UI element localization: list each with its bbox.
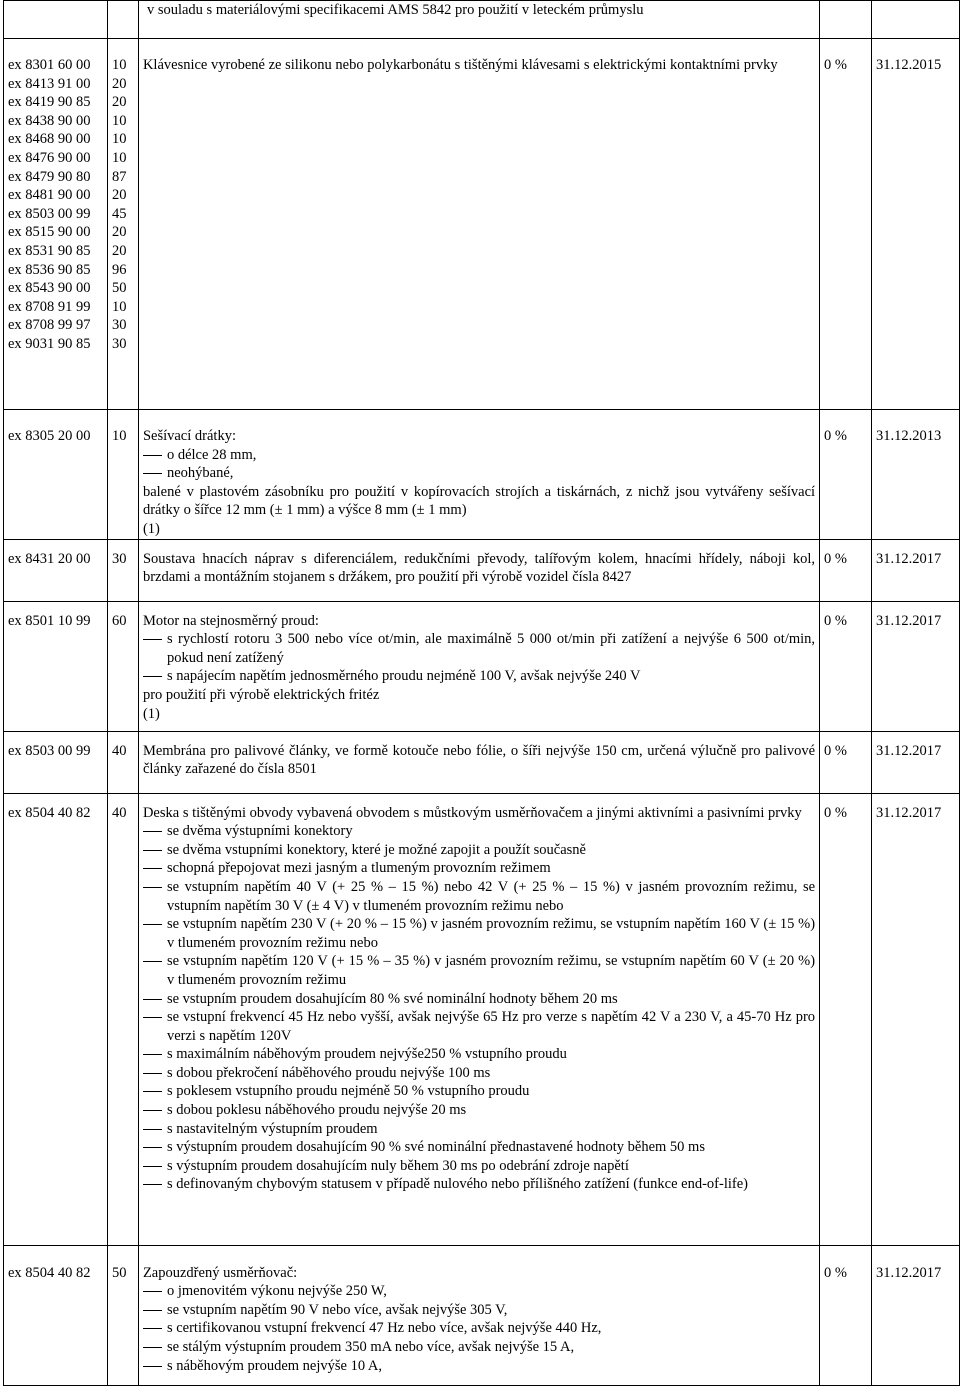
dash-list-item: s rychlostí rotoru 3 500 nebo více ot/min, ale maximálně 5 000 ot/min při zatížení a nejvýše 6 500 ot/min, pokud není zatížený	[143, 630, 815, 667]
description-cell	[138, 410, 819, 540]
dash-list-item: s certifikovanou vstupní frekvencí 47 Hz nebo více, avšak nejvýše 440 Hz,	[143, 1319, 815, 1338]
review-date-cell	[871, 1245, 959, 1385]
review-date: 31.12.2017	[875, 1264, 942, 1281]
duty-rate: 0 %	[824, 612, 848, 629]
cn-code: ex 8708 99 97	[8, 317, 91, 334]
header-note	[138, 1, 819, 39]
dash-list-item: s dobou poklesu náběhového proudu nejvýše 20 ms	[143, 1101, 815, 1120]
duty-rate: 0 %	[824, 804, 848, 821]
cn-code-cell	[4, 539, 108, 601]
taric-subdivision: 10	[111, 131, 127, 148]
taric-cell	[107, 39, 138, 410]
cn-code-cell	[4, 601, 108, 731]
taric-subdivision: 10	[111, 428, 127, 444]
description-cell	[138, 1245, 819, 1385]
empty-cell	[4, 1, 108, 39]
description-cell	[138, 539, 819, 601]
header-note-text: v souladu s materiálovými specifikacemi AMS 5842 pro použití v leteckém průmyslu	[146, 2, 644, 18]
duty-rate: 0 %	[824, 428, 848, 444]
dash-list-item: schopná přepojovat mezi jasným a tlumeným provozním režimem	[143, 859, 815, 878]
taric-subdivision: 96	[111, 261, 127, 278]
duty-rate-cell	[820, 793, 872, 1245]
cn-code: ex 8468 90 00	[8, 131, 91, 148]
review-date-cell	[871, 731, 959, 793]
cn-code: ex 8301 60 00	[8, 57, 91, 73]
duty-rate-cell	[820, 601, 872, 731]
taric-subdivision: 30	[111, 317, 127, 334]
empty-cell	[871, 1, 959, 39]
dash-list-item: se vstupním napětím 90 V nebo více, avšak nejvýše 305 V,	[143, 1301, 815, 1320]
cn-code: ex 8503 00 99	[8, 205, 91, 222]
cn-code: ex 8413 91 00	[8, 75, 91, 92]
description-note: pro použití při výrobě elektrických fritéz	[142, 686, 380, 703]
taric-subdivision: 20	[111, 187, 127, 204]
description-cell	[138, 601, 819, 731]
dash-list-item: se vstupní frekvencí 45 Hz nebo vyšší, avšak nejvýše 65 Hz pro verze s napětím 42 V a 230 V, a 45-70 Hz pro verzi s napětím 120V	[143, 1008, 815, 1045]
review-date: 31.12.2017	[875, 612, 942, 629]
cn-code-cell	[4, 410, 108, 540]
duty-rate: 0 %	[824, 742, 848, 759]
cn-code: ex 8419 90 85	[8, 94, 91, 111]
taric-cell	[107, 601, 138, 731]
empty-cell	[107, 1, 138, 39]
dash-list-item: o jmenovitém výkonu nejvýše 250 W,	[143, 1282, 815, 1301]
cn-code: ex 8438 90 00	[8, 112, 91, 129]
description-text: Klávesnice vyrobené ze silikonu nebo polykarbonátu s tištěnými klávesami s elektrickými kontaktními prvky	[142, 57, 778, 73]
dash-list-item: s maximálním náběhovým proudem nejvýše250 % vstupního proudu	[143, 1045, 815, 1064]
description-text: Zapouzdřený usměrňovač:	[142, 1264, 298, 1281]
table-row	[4, 1245, 960, 1385]
taric-subdivision: 30	[111, 335, 127, 352]
dash-list-item: s výstupním proudem dosahujícím nuly během 30 ms po odebrání zdroje napětí	[143, 1157, 815, 1176]
dash-list-item: s nastavitelným výstupním proudem	[143, 1120, 815, 1139]
dash-list-item: o délce 28 mm,	[143, 446, 815, 465]
table-row	[4, 39, 960, 410]
dash-list-item: se stálým výstupním proudem 350 mA nebo více, avšak nejvýše 15 A,	[143, 1338, 815, 1357]
review-date-cell	[871, 539, 959, 601]
dash-list-item: se vstupním napětím 40 V (+ 25 % – 15 %) nebo 42 V (+ 25 % – 15 %) v jasném provozním režimu, se vstupním napětím 30 V (± 4 V) v tlumeném provozním režimu nebo	[143, 878, 815, 915]
cn-code: ex 8481 90 00	[8, 187, 91, 204]
duty-rate: 0 %	[824, 1264, 848, 1281]
taric-cell	[107, 1245, 138, 1385]
dash-list-item: s náběhovým proudem nejvýše 10 A,	[143, 1357, 815, 1376]
empty-cell	[820, 1, 872, 39]
table-row	[4, 539, 960, 601]
dash-list-item: se dvěma vstupními konektory, které je možné zapojit a použít současně	[143, 841, 815, 860]
dash-list-item: se vstupním proudem dosahujícím 80 % své nominální hodnoty během 20 ms	[143, 990, 815, 1009]
tariff-table	[3, 0, 960, 1386]
description-text: Membrána pro palivové články, ve formě kotouče nebo fólie, o šíři nejvýše 150 cm, určená výlučně pro palivové články zařazené do čísla 8501	[142, 742, 816, 778]
cn-code-cell	[4, 731, 108, 793]
description-cell	[138, 39, 819, 410]
dash-list-item: s napájecím napětím jednosměrného proudu nejméně 100 V, avšak nejvýše 240 V	[143, 667, 815, 686]
description-cell	[138, 731, 819, 793]
description-note: (1)	[142, 705, 160, 722]
dash-list-item: se vstupním napětím 230 V (+ 20 % – 15 %) v jasném provozním režimu, se vstupním napětím 160 V (± 15 %) v tlumeném provozním režimu nebo	[143, 915, 815, 952]
cn-code-cell	[4, 793, 108, 1245]
description-text: Motor na stejnosměrný proud:	[142, 612, 319, 629]
dash-list-item: se vstupním napětím 120 V (+ 15 % – 35 %) v jasném provozním režimu, se vstupním napětím 60 V (± 20 %) v tlumeném provozním režimu	[143, 952, 815, 989]
review-date: 31.12.2017	[875, 742, 942, 759]
dash-list-item: neohýbané,	[143, 464, 815, 483]
cn-code: ex 8501 10 99	[8, 612, 91, 629]
duty-rate: 0 %	[824, 550, 848, 567]
cn-code: ex 8531 90 85	[8, 242, 91, 259]
taric-subdivision: 10	[111, 57, 127, 73]
taric-subdivision: 40	[111, 742, 127, 759]
taric-subdivision: 10	[111, 149, 127, 166]
review-date-cell	[871, 793, 959, 1245]
review-date-cell	[871, 39, 959, 410]
review-date: 31.12.2013	[875, 428, 942, 444]
duty-rate: 0 %	[824, 57, 848, 73]
review-date: 31.12.2017	[875, 550, 942, 567]
taric-subdivision: 20	[111, 242, 127, 259]
cn-code: ex 8504 40 82	[8, 804, 91, 821]
taric-subdivision: 40	[111, 804, 127, 821]
dash-list-item: s výstupním proudem dosahujícím 90 % své nominální přednastavené hodnoty během 50 ms	[143, 1138, 815, 1157]
table-row	[4, 601, 960, 731]
cn-code: ex 8503 00 99	[8, 742, 91, 759]
description-note: (1)	[142, 520, 160, 537]
description-text: Soustava hnacích náprav s diferenciálem, redukčními převody, talířovým kolem, hnacími hřídely, náboji kol, brzdami a montážním stojanem s držákem, pro použití při výrobě vozidel čísla 8427	[142, 550, 816, 586]
taric-subdivision: 20	[111, 75, 127, 92]
duty-rate-cell	[820, 731, 872, 793]
dash-list-item: se dvěma výstupními konektory	[143, 822, 815, 841]
table-row	[4, 793, 960, 1245]
dash-list-item: s definovaným chybovým statusem v případě nulového nebo přílišného zatížení (funkce end-of-life)	[143, 1175, 815, 1194]
table-row	[4, 731, 960, 793]
cn-code: ex 9031 90 85	[8, 335, 91, 352]
cn-code-cell	[4, 39, 108, 410]
description-text: Deska s tištěnými obvody vybavená obvodem s můstkovým usměrňovačem a jinými aktivními a pasivními prvky	[142, 804, 802, 821]
cn-code: ex 8708 91 99	[8, 298, 91, 315]
cn-code: ex 8504 40 82	[8, 1264, 91, 1281]
review-date-cell	[871, 410, 959, 540]
taric-cell	[107, 731, 138, 793]
duty-rate-cell	[820, 410, 872, 540]
taric-cell	[107, 793, 138, 1245]
cn-code: ex 8476 90 00	[8, 149, 91, 166]
taric-subdivision: 20	[111, 224, 127, 241]
dash-list-item: s poklesem vstupního proudu nejméně 50 % vstupního proudu	[143, 1082, 815, 1101]
taric-subdivision: 50	[111, 280, 127, 297]
dash-list-item: s dobou překročení náběhového proudu nejvýše 100 ms	[143, 1064, 815, 1083]
description-cell	[138, 793, 819, 1245]
review-date: 31.12.2017	[875, 804, 942, 821]
taric-subdivision: 20	[111, 94, 127, 111]
taric-subdivision: 45	[111, 205, 127, 222]
review-date-cell	[871, 601, 959, 731]
taric-subdivision: 10	[111, 298, 127, 315]
cn-code: ex 8536 90 85	[8, 261, 91, 278]
duty-rate-cell	[820, 539, 872, 601]
description-note: balené v plastovém zásobníku pro použití v kopírovacích strojích a tiskárnách, z nichž jsou vytvářeny sešívací drátky o šířce 12 mm (± 1 mm) a výšce 8 mm (± 1 mm)	[142, 483, 816, 519]
cn-code: ex 8543 90 00	[8, 280, 91, 297]
description-text: Sešívací drátky:	[142, 428, 236, 444]
duty-rate-cell	[820, 39, 872, 410]
cn-code-cell	[4, 1245, 108, 1385]
taric-cell	[107, 410, 138, 540]
taric-subdivision: 30	[111, 550, 127, 567]
taric-cell	[107, 539, 138, 601]
taric-subdivision: 60	[111, 612, 127, 629]
taric-subdivision: 50	[111, 1264, 127, 1281]
table-row	[4, 1, 960, 39]
taric-subdivision: 87	[111, 168, 127, 185]
cn-code: ex 8479 90 80	[8, 168, 91, 185]
taric-subdivision: 10	[111, 112, 127, 129]
cn-code: ex 8431 20 00	[8, 550, 91, 567]
duty-rate-cell	[820, 1245, 872, 1385]
cn-code: ex 8515 90 00	[8, 224, 91, 241]
table-row	[4, 410, 960, 540]
review-date: 31.12.2015	[875, 57, 942, 73]
cn-code: ex 8305 20 00	[8, 428, 91, 444]
